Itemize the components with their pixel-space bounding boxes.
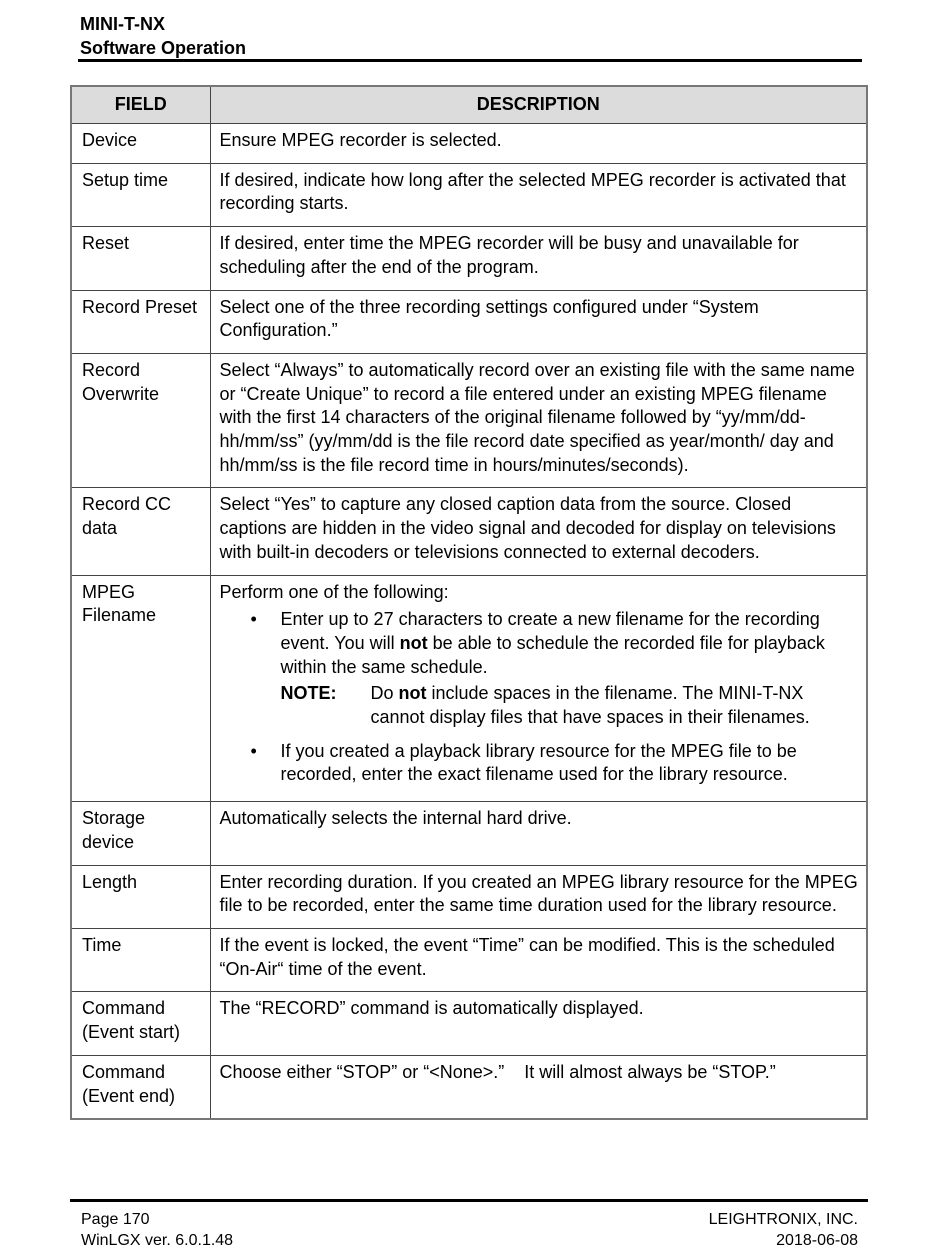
doc-section: Software Operation — [80, 38, 247, 58]
table-row — [71, 1055, 867, 1119]
description-cell: If the event is locked, the event “Time” can be modified. This is the scheduled “On-Air“ time of the event. — [210, 928, 867, 991]
field-cell: Setup time — [71, 163, 210, 226]
field-cell: MPEG Filename — [71, 575, 210, 802]
doc-title: MINI-T-NX — [80, 14, 165, 34]
description-cell: Ensure MPEG recorder is selected. — [210, 124, 867, 164]
bullet-text: If you created a playback library resource for the MPEG file to be recorded, enter the exact filename used for the library resource. — [280, 740, 797, 785]
description-cell: Select “Yes” to capture any closed caption data from the source. Closed captions are hidden in the video signal and decoded for display on televisions with built-in decoders or televisions connected to external decoders. — [210, 488, 867, 575]
note-block — [281, 682, 859, 729]
table-row — [71, 575, 867, 802]
table-row — [71, 802, 867, 865]
table-row — [71, 992, 867, 1055]
page-header — [80, 12, 246, 60]
footer-right — [709, 1209, 858, 1251]
mpeg-filename-intro: Perform one of the following: — [219, 581, 449, 602]
bullet-list — [220, 608, 859, 787]
description-cell: If desired, indicate how long after the selected MPEG recorder is activated that recording starts. — [210, 163, 867, 226]
column-header-field: FIELD — [71, 86, 210, 124]
footer-rule — [70, 1199, 868, 1202]
table-row — [71, 124, 867, 164]
table-row — [71, 928, 867, 991]
field-cell: Command (Event start) — [71, 992, 210, 1055]
field-description-table — [70, 85, 868, 1120]
field-cell: Length — [71, 865, 210, 928]
bullet-text: Enter up to 27 characters to create a new filename for the recording event. You will not be able to schedule the recorded file for playback within the same schedule. — [280, 609, 825, 677]
field-cell: Time — [71, 928, 210, 991]
table-row — [71, 865, 867, 928]
table-row — [71, 353, 867, 488]
table-row — [71, 227, 867, 290]
company-name: LEIGHTRONIX, INC. — [708, 1211, 858, 1228]
field-cell: Command (Event end) — [71, 1055, 210, 1119]
field-cell: Storage device — [71, 802, 210, 865]
description-cell: Select “Always” to automatically record over an existing file with the same name or “Create Unique” to record a file entered under an existing MPEG filename with the first 14 characters of the original filename followed by “yy/mm/dd-hh/mm/ss” (yy/mm/dd is the file record date specified as year/month/ day and hh/mm/ss is the file record time in hours/minutes/seconds). — [210, 353, 867, 488]
description-cell: Choose either “STOP” or “<None>.” It will almost always be “STOP.” — [210, 1055, 867, 1119]
page-number: Page 170 — [81, 1211, 150, 1228]
field-cell: Record Preset — [71, 290, 210, 353]
field-cell: Device — [71, 124, 210, 164]
list-item — [220, 740, 859, 787]
description-cell: Automatically selects the internal hard drive. — [210, 802, 867, 865]
description-cell: The “RECORD” command is automatically displayed. — [210, 992, 867, 1055]
document-date: 2018-06-08 — [776, 1232, 858, 1249]
description-cell — [210, 575, 867, 802]
description-cell: Select one of the three recording settings configured under “System Configuration.” — [210, 290, 867, 353]
table-header-row — [71, 86, 867, 124]
table-row — [71, 488, 867, 575]
field-cell: Record Overwrite — [71, 353, 210, 488]
field-cell: Reset — [71, 227, 210, 290]
table-row — [71, 290, 867, 353]
software-version: WinLGX ver. 6.0.1.48 — [81, 1232, 234, 1249]
note-label: NOTE: — [280, 683, 337, 704]
bullet-icon: • — [250, 609, 257, 630]
header-rule — [78, 59, 862, 62]
column-header-description: DESCRIPTION — [210, 86, 867, 124]
description-cell: Enter recording duration. If you created an MPEG library resource for the MPEG file to be recorded, enter the same time duration used for the library resource. — [210, 865, 867, 928]
footer-left — [81, 1209, 233, 1251]
list-item — [220, 608, 859, 730]
description-cell: If desired, enter time the MPEG recorder will be busy and unavailable for scheduling after the end of the program. — [210, 227, 867, 290]
table-row — [71, 163, 867, 226]
bullet-icon: • — [250, 740, 257, 761]
field-cell: Record CC data — [71, 488, 210, 575]
note-text: Do not include spaces in the filename. The MINI-T-NX cannot display files that have spaces in their filenames. — [370, 683, 810, 728]
